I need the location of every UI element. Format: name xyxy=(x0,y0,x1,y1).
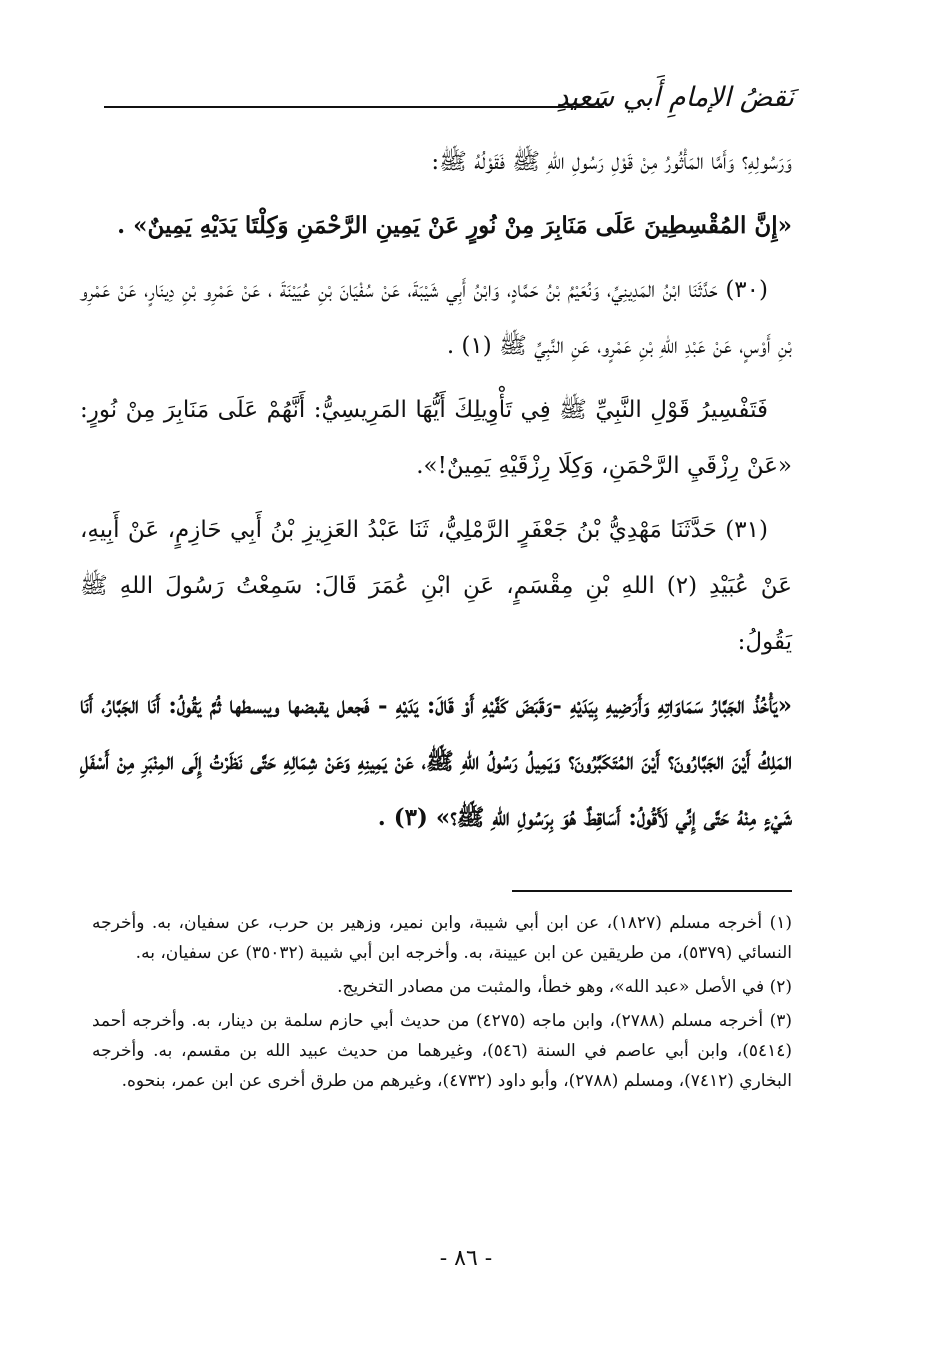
running-header xyxy=(104,80,794,126)
hadith-text: «يَأْخُذُ الجَبَّارُ سَمَاوَاتِهِ وَأَرَضِيهِ بِيَدَيْهِ -وَقَبَضَ كَفَّيْهِ أَوْ قَالَ: يَدَيْهِ - فَجعل يقبضها ويبسطها ثُمَّ يَقُولُ: أَنَا الجَبَّارُ، أَنَا المَلِكُ أَيْنَ الجَبَّارُونَ؟ أَيْنَ المُتَكَبِّرُونَ؟ وَيَمِيلُ رَسُولُ اللهِ ﷺ، عَنْ يَمِينِهِ وَعَنْ شِمَالِهِ حَتَّى نَظَرْتُ إِلَى المِنْبَرِ مِنْ أَسْفَلِ شَيْءٍ مِنْهُ حَتَّى إِنِّي لَأَقُولُ: أَسَاقِطٌ هُوَ بِرَسُولِ اللهِ ﷺ؟» (٣) . xyxy=(80,692,792,831)
narration-31: (٣١) حَدَّثَنَا مَهْدِيُّ بْنُ جَعْفَرٍ الرَّمْلِيُّ، ثَنَا عَبْدُ العَزِيزِ بْنُ أَبِي حَازِمٍ، عَنْ أَبِيهِ، عَنْ عُبَيْدِ (٢) اللهِ بْنِ مِقْسَمٍ، عَنِ ابْنِ عُمَرَ قَالَ: سَمِعْتُ رَسُولَ اللهِ ﷺ يَقُولُ: xyxy=(80,517,793,655)
main-text xyxy=(80,134,792,854)
footnote-3: (٣) أخرجه مسلم (٢٧٨٨)، وابن ماجه (٤٢٧٥) من حديث أبي حازم سلمة بن دينار، به. وأخرجه أحمد (٥٤١٤)، وابن أبي عاصم في السنة (٥٤٦)، وغيرهما من حديث عبيد الله بن مقسم، به. وأخرجه البخاري (٧٤١٢)، ومسلم (٢٧٨٨)، وأبو داود (٤٧٣٢)، وغيرهم من طرق أخرى عن ابن عمر، بنحوه. xyxy=(92,1011,792,1091)
header-rule xyxy=(104,106,604,108)
page-number: - ٨٦ - xyxy=(439,1246,493,1271)
header-title: نَقضُ الإمامِ أَبي سَعيدِ xyxy=(556,82,794,113)
footnote-1: (١) أخرجه مسلم (١٨٢٧)، عن ابن أبي شيبة، وابن نمير، وزهير بن حرب، عن سفيان، به. وأخرجه النسائي (٥٣٧٩)، من طريقين عن ابن عيينة، به. وأخرجه ابن أبي شيبة (٣٥٠٣٢) عن سفيان، به. xyxy=(92,913,792,963)
footnote-2: (٢) في الأصل «عبد الله»، وهو خطأ، والمثبت من مصادر التخريج. xyxy=(337,977,792,997)
hadith-text: «إِنَّ المُقْسِطِينَ عَلَى مَنَابِرَ مِنْ نُورٍ عَنْ يَمِينِ الرَّحْمَنِ وَكِلْتَا يَدَيْهِ يَمِينٌ» . xyxy=(117,212,792,239)
narration-30: (٣٠) حَدَّثَنَا ابْنُ المَدِينِيِّ، وَنُعَيْمُ بْنُ حَمَّادٍ، وَابْنُ أَبِي شَيْبَةَ، عَنْ سُفْيَانَ بْنِ عُيَيْنَةَ ، عَنْ عَمْرِو بْنِ دِينَارٍ، عَنْ عَمْرِو بْنِ أَوْسٍ، عَنْ عَبْدِ اللهِ بْنِ عَمْرٍو، عَنِ النَّبِيِّ ﷺ (١) . xyxy=(80,277,792,359)
paragraph-commentary: فَتَفْسِيرُ قَوْلِ النَّبِيِّ ﷺ فِي تَأْوِيلِكَ أَيُّهَا المَرِيسِيُّ: أَنَّهُمْ عَلَى مَنَابِرَ مِنْ نُورٍ: «عَنْ رِزْقَيِ الرَّحْمَنِ، وَكِلَا رِزْقَيْهِ يَمِينٌ!». xyxy=(80,397,792,479)
footnote-separator xyxy=(512,890,792,892)
paragraph-intro: وَرَسُولِهِ؟ وَأَمَّا المَأْثُورُ مِنْ قَوْلِ رَسُولِ اللهِ ﷺ فَقَوْلُهُ ﷺ: xyxy=(431,149,792,175)
footnotes xyxy=(92,908,792,1100)
